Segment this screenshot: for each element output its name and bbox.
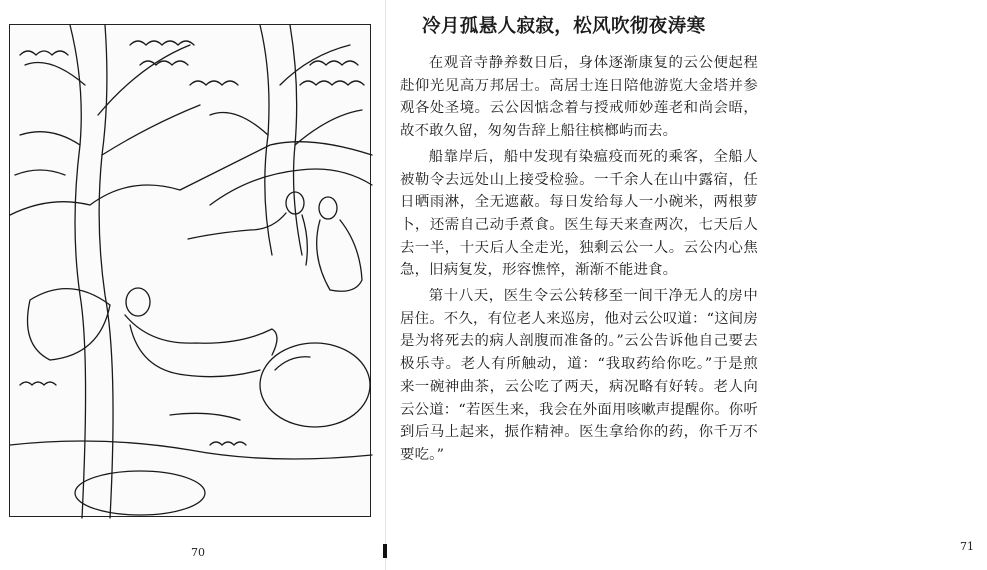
- right-page: [392, 0, 974, 570]
- gutter: [385, 0, 386, 570]
- paragraph: 船靠岸后，船中发现有染瘟疫而死的乘客，全船人被勒令去远处山上接受检验。一千余人在山中露宿，任日晒雨淋，全无遮蔽。每日发给每人一小碗米，两根萝卜，还需自己动手煮食。医生每天来查两次，七天后人去一半，十天后人全走光，独剩云公一人。云公内心焦急，旧病复发，形容憔悴，渐渐不能进食。: [400, 148, 758, 279]
- chapter-title: 冷月孤悬人寂寂，松风吹彻夜涛寒: [422, 16, 706, 37]
- page-number-right: 71: [960, 540, 974, 553]
- page-number-left: 70: [191, 546, 205, 559]
- ink-illustration: [9, 24, 371, 517]
- paragraph: 第十八天，医生令云公转移至一间干净无人的房中居住。不久，有位老人来巡房，他对云公叹道：“这间房是为将死去的病人剖腹而准备的。”云公告诉他自己要去极乐寺。老人有所触动，道：“我取药给你吃。”于是煎来一碗神曲茶，云公吃了两天，病况略有好转。老人向云公道：“若医生来，我会在外面用咳嗽声提醒你。你听到后马上起来，振作精神。医生拿给你的药，你千万不要吃。”: [400, 288, 758, 463]
- text-body: [400, 52, 758, 470]
- paragraph: 在观音寺静养数日后，身体逐渐康复的云公便起程赴仰光见高万邦居士。高居士连日陪他游览大金塔并参观各处圣境。云公因惦念着与授戒师妙莲老和尚会晤，故不敢久留，匆匆告辞上船往槟榔屿而去。: [400, 55, 758, 140]
- gutter-mark: [383, 544, 387, 558]
- left-page: [0, 0, 385, 570]
- sick-man-lying-in-mountain-woods-icon: [10, 25, 372, 518]
